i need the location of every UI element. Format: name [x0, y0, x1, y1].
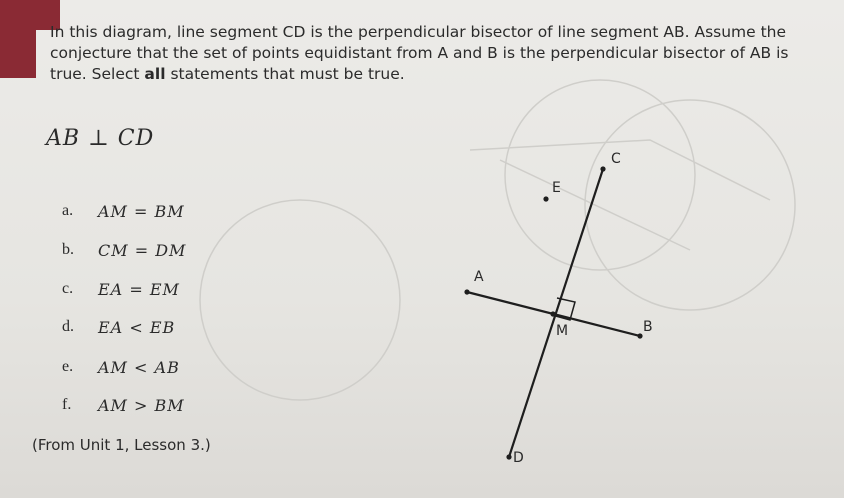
option-statement: EA = EM	[98, 280, 180, 299]
point-e	[543, 196, 548, 201]
option-statement: CM = DM	[98, 241, 187, 260]
prompt-line-2: conjecture that the set of points equidistant from A and B is the perpendicular bisector of AB is	[50, 44, 789, 62]
option-letter: c.	[62, 280, 74, 297]
prompt-line-1: In this diagram, line segment CD is the perpendicular bisector of line segment AB. Assume the	[50, 23, 787, 41]
option-statement: AM < AB	[98, 358, 180, 377]
option-letter: e.	[62, 358, 74, 375]
option-statement: AM > BM	[98, 396, 185, 415]
source-note: (From Unit 1, Lesson 3.)	[32, 436, 211, 454]
option-statement: AM = BM	[98, 202, 185, 221]
label-m: M	[556, 323, 569, 339]
label-a: A	[474, 269, 484, 285]
label-e: E	[552, 180, 561, 196]
option-statement: EA < EB	[98, 318, 176, 337]
faint-background-circles	[200, 80, 795, 400]
point-d	[506, 454, 511, 459]
emphasis-all: all	[144, 65, 166, 83]
option-letter: f.	[62, 396, 72, 413]
option-letter: d.	[62, 318, 74, 335]
option-letter: b.	[62, 241, 74, 258]
point-a	[464, 289, 469, 294]
given-statement: AB ⊥ CD	[46, 126, 155, 151]
segment-cd	[509, 169, 603, 457]
point-b	[637, 333, 642, 338]
label-b: B	[643, 319, 653, 335]
point-m	[550, 311, 555, 316]
point-c	[600, 166, 605, 171]
label-c: C	[611, 151, 621, 167]
prompt-line-3: true. Select all statements that must be true.	[50, 65, 405, 83]
option-letter: a.	[62, 202, 74, 219]
label-d: D	[513, 450, 524, 466]
